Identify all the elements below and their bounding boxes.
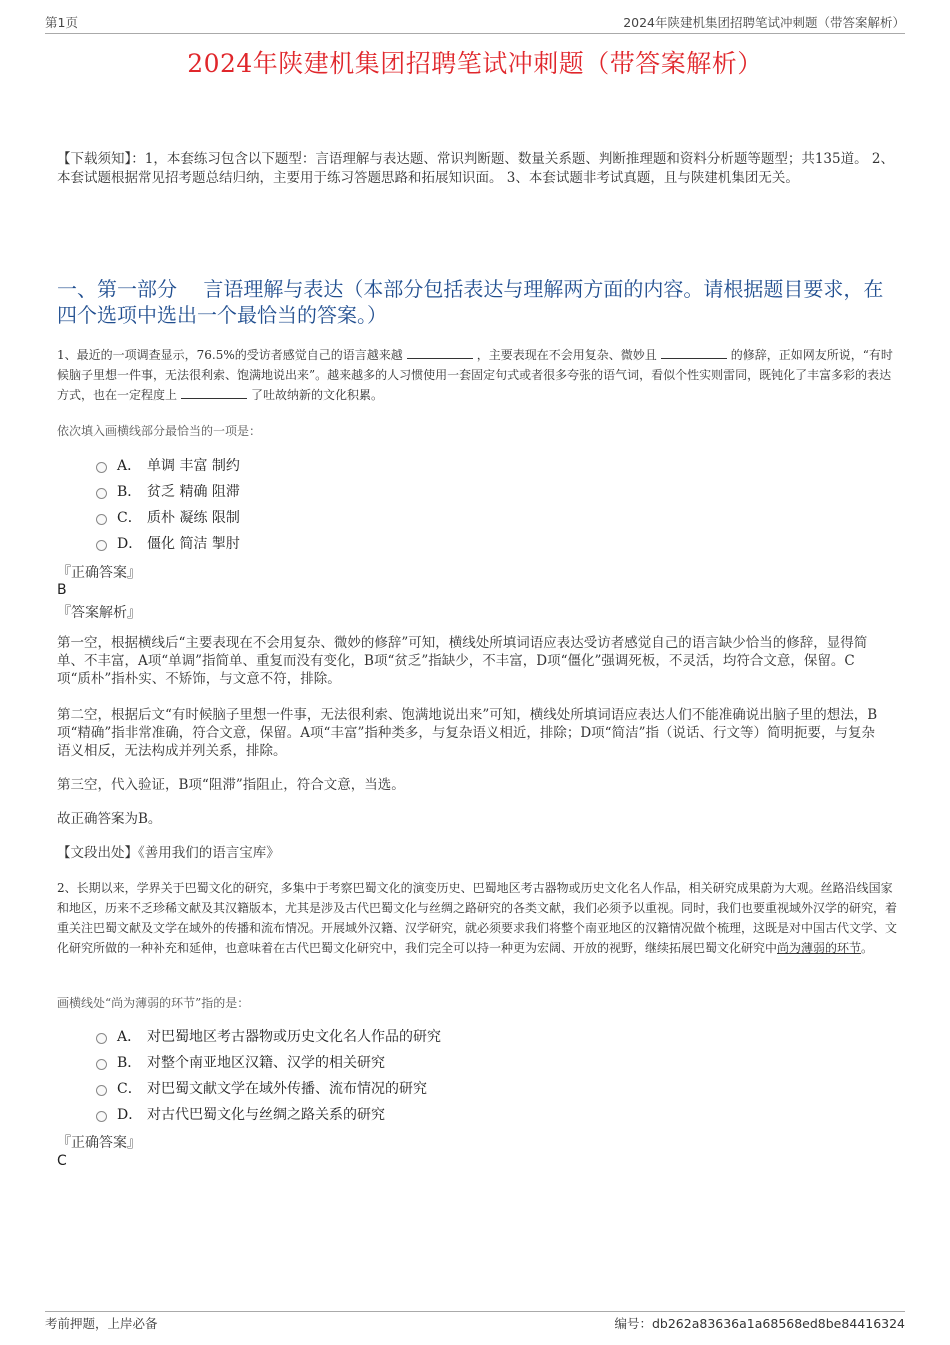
option-letter: B． xyxy=(117,1055,142,1071)
option-text: 对古代巴蜀文化与丝绸之路关系的研究 xyxy=(147,1107,385,1123)
option-text: 单调 丰富 制约 xyxy=(147,458,240,474)
radio-icon[interactable] xyxy=(96,540,107,551)
code-value: db262a83636a1a68568ed8be84416324 xyxy=(651,1316,905,1331)
q2-end: 。 xyxy=(861,941,874,955)
option-text: 对巴蜀文献文学在域外传播、流布情况的研究 xyxy=(147,1081,427,1097)
question-2-prompt: 画横线处“尚为薄弱的环节”指的是： xyxy=(57,996,250,1010)
blank-2 xyxy=(661,346,727,359)
option-text: 质朴 凝练 限制 xyxy=(147,510,240,526)
option-text: 对整个南亚地区汉籍、汉学的相关研究 xyxy=(147,1055,385,1071)
question-1-text xyxy=(57,345,898,405)
radio-icon[interactable] xyxy=(96,1111,107,1122)
header-doc-title: 2024年陕建机集团招聘笔试冲刺题（带答案解析） xyxy=(623,15,905,30)
q2-underlined-phrase: 尚为薄弱的环节 xyxy=(777,941,862,955)
question-1-options xyxy=(96,452,240,556)
download-notice: 【下载须知】：1，本套练习包含以下题型：言语理解与表达题、常识判断题、数量关系题、判断推理题和资料分析题等题型；共135道。 2、本套试题根据常见招考题总结归纳，主要用于练习答题思路和拓展知识面。 3、本套试题非考试真题，且与陕建机集团无关。 xyxy=(57,151,894,186)
source-citation: 【文段出处】《善用我们的语言宝库》 xyxy=(57,845,280,861)
q1-part-3: 的修辞，正如网友所说，“有时候脑子里想一件事，无法很利索、饱满地说出来”。越来越多的人习惯使用一套固定句式或者很多夸张的语气词，看似个性实则雷同，既钝化了丰富多彩的表达方式，也在一定程度上 xyxy=(57,348,893,402)
answer-label: 『正确答案』 xyxy=(57,1135,141,1151)
option-text: 僵化 简洁 掣肘 xyxy=(147,536,240,552)
q2-body: 2、长期以来，学界关于巴蜀文化的研究，多集中于考察巴蜀文化的演变历史、巴蜀地区考古器物或历史文化名人作品，相关研究成果蔚为大观。丝路沿线国家和地区，历来不乏珍稀文献及其汉籍版本，尤其是涉及古代巴蜀文化与丝绸之路研究的各类文献，我们必须予以重视。同时，我们也要重视域外汉学的研究，着重关注巴蜀文献及文学在域外的传播和流布情况。开展域外汉籍、汉学研究，就必须要求我们将整个南亚地区的汉籍情况做个梳理，这既是对中国古代文学、文化研究所做的一种补充和延伸，也意味着在古代巴蜀文化研究中，我们完全可以持一种更为宏阔、开放的视野，继续拓展巴蜀文化研究中 xyxy=(57,881,898,955)
radio-icon[interactable] xyxy=(96,1085,107,1096)
analysis-paragraph-1: 第一空，根据横线后“主要表现在不会用复杂、微妙的修辞”可知，横线处所填词语应表达受访者感觉自己的语言缺少恰当的修辞，显得简单、不丰富，A项“单调”指简单、重复而没有变化，B项“贫乏”指缺少，不丰富，D项“僵化”强调死板，不灵活，均符合文意，保留。C项“质朴”指朴实、不矫饰，与文意不符，排除。 xyxy=(57,635,868,687)
footer-code xyxy=(614,1314,905,1332)
radio-icon[interactable] xyxy=(96,1033,107,1044)
blank-3 xyxy=(181,386,247,399)
option-letter: C． xyxy=(117,510,142,526)
option-letter: A． xyxy=(117,458,142,474)
option-text: 贫乏 精确 阻滞 xyxy=(147,484,240,500)
option-letter: A． xyxy=(117,1029,142,1045)
analysis-conclusion: 故正确答案为B。 xyxy=(57,811,162,827)
page-number: 第1页 xyxy=(45,15,78,30)
option-text: 对巴蜀地区考古器物或历史文化名人作品的研究 xyxy=(147,1029,441,1045)
correct-answer: C xyxy=(57,1153,67,1169)
option-letter: D． xyxy=(117,536,143,552)
option-d[interactable] xyxy=(96,1101,441,1127)
option-c[interactable] xyxy=(96,1075,441,1101)
page-title: 2024年陕建机集团招聘笔试冲刺题（带答案解析） xyxy=(187,49,763,78)
option-b[interactable] xyxy=(96,478,240,504)
blank-1 xyxy=(407,346,473,359)
page-header xyxy=(45,13,905,34)
analysis-label: 『答案解析』 xyxy=(57,605,141,621)
footer-slogan: 考前押题，上岸必备 xyxy=(45,1316,158,1331)
radio-icon[interactable] xyxy=(96,488,107,499)
code-label: 编号： xyxy=(614,1316,652,1331)
section-title: 一、第一部分 言语理解与表达（本部分包括表达与理解两方面的内容。请根据题目要求，在四个选项中选出一个最恰当的答案。） xyxy=(57,277,884,327)
option-a[interactable] xyxy=(96,1023,441,1049)
option-letter: C． xyxy=(117,1081,142,1097)
radio-icon[interactable] xyxy=(96,514,107,525)
page-footer xyxy=(45,1311,905,1332)
radio-icon[interactable] xyxy=(96,462,107,473)
question-1-prompt: 依次填入画横线部分最恰当的一项是： xyxy=(57,424,262,438)
q1-part-1: 1、最近的一项调查显示，76.5%的受访者感觉自己的语言越来越 xyxy=(57,348,403,362)
option-c[interactable] xyxy=(96,504,240,530)
option-d[interactable] xyxy=(96,530,240,556)
option-letter: D． xyxy=(117,1107,143,1123)
question-2-options xyxy=(96,1023,441,1127)
question-2-text xyxy=(57,878,898,958)
q1-part-4: 了吐故纳新的文化积累。 xyxy=(251,388,384,402)
correct-answer: B xyxy=(57,582,67,598)
option-a[interactable] xyxy=(96,452,240,478)
q1-part-2: ，主要表现在不会用复杂、微妙且 xyxy=(476,348,657,362)
option-b[interactable] xyxy=(96,1049,441,1075)
option-letter: B． xyxy=(117,484,142,500)
analysis-paragraph-3: 第三空，代入验证，B项“阻滞”指阻止，符合文意，当选。 xyxy=(57,777,405,793)
radio-icon[interactable] xyxy=(96,1059,107,1070)
analysis-paragraph-2: 第二空，根据后文“有时候脑子里想一件事，无法很利索、饱满地说出来”可知，横线处所填词语应表达人们不能准确说出脑子里的想法，B项“精确”指非常准确，符合文意，保留。A项“丰富”指种类多，与复杂语义相近，排除；D项“简洁”指（说话、行文等）简明扼要，与复杂语义相反，无法构成并列关系，排除。 xyxy=(57,707,878,759)
answer-label: 『正确答案』 xyxy=(57,565,141,581)
